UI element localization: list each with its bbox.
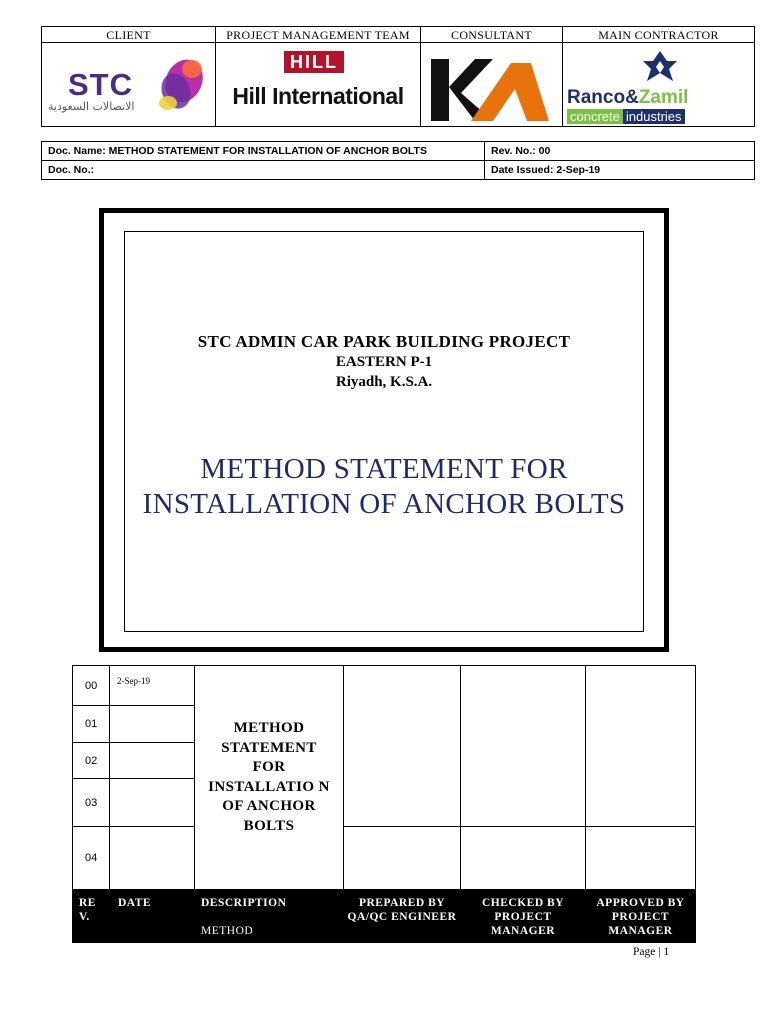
project-area: EASTERN P-1 — [335, 354, 433, 370]
footer-description-label: DESCRIPTION — [201, 897, 287, 909]
rev-number: 02 — [73, 743, 110, 779]
stc-wordmark: STC — [68, 67, 133, 102]
project-city: Riyadh, K.S.A. — [335, 374, 433, 390]
footer-description — [195, 890, 344, 943]
footer-date: DATE — [110, 890, 195, 943]
ka-logo-icon — [431, 59, 551, 121]
rev-date — [110, 743, 195, 779]
footer-checked: CHECKED BY PROJECT MANAGER — [461, 890, 586, 943]
stc-arabic-text: الاتصالات السعودية — [48, 100, 135, 113]
rev-number: 04 — [73, 827, 110, 890]
rev-date — [110, 827, 195, 890]
prepared-cell — [344, 827, 461, 890]
stc-swirl-icon — [148, 53, 208, 119]
doc-info-table — [41, 141, 755, 180]
rev-date — [110, 779, 195, 827]
ranco-text: Ranco — [567, 87, 626, 108]
doc-name: Doc. Name: METHOD STATEMENT FOR INSTALLATION OF ANCHOR BOLTS — [42, 142, 485, 161]
project-name: STC ADMIN CAR PARK BUILDING PROJECT — [197, 332, 571, 351]
prepared-cell — [344, 666, 461, 827]
revision-row — [73, 666, 696, 706]
zamil-text: Zamil — [638, 87, 689, 108]
checked-cell — [461, 827, 586, 890]
rev-number: 03 — [73, 779, 110, 827]
contractor-header: MAIN CONTRACTOR — [563, 27, 755, 43]
cover-inner-frame — [124, 231, 644, 632]
industries-text: industries — [623, 109, 685, 124]
doc-no: Doc. No.: — [42, 161, 485, 180]
client-header: CLIENT — [42, 27, 216, 43]
method-statement-title: METHOD STATEMENT FOR INSTALLATION OF ANCHOR BOLTS — [142, 453, 626, 520]
consultant-header: CONSULTANT — [421, 27, 563, 43]
rev-date: 2-Sep-19 — [110, 666, 195, 706]
rev-date — [110, 706, 195, 743]
hill-mark: HILL — [284, 51, 344, 73]
ranco-star-icon — [641, 49, 679, 83]
hill-logo — [216, 43, 421, 127]
rev-no: Rev. No.: 00 — [485, 142, 755, 161]
revision-description: METHOD STATEMENT FOR INSTALLATIO N OF ANCHOR BOLTS — [195, 666, 344, 890]
footer-approved: APPROVED BY PROJECT MANAGER — [586, 890, 696, 943]
footer-prepared: PREPARED BY QA/QC ENGINEER — [344, 890, 461, 943]
page-number: Page | 1 — [633, 946, 670, 958]
revision-footer — [73, 890, 696, 943]
revision-row — [73, 827, 696, 890]
checked-cell — [461, 666, 586, 827]
ampersand-text: & — [625, 87, 639, 108]
pmt-header: PROJECT MANAGEMENT TEAM — [216, 27, 421, 43]
footer-description-sub: METHOD — [201, 925, 254, 937]
ka-logo — [421, 43, 563, 127]
footer-rev: RE V. — [73, 890, 110, 943]
revision-table — [72, 665, 696, 943]
approved-cell — [586, 827, 696, 890]
date-issued: Date Issued: 2-Sep-19 — [485, 161, 755, 180]
rev-number: 00 — [73, 666, 110, 706]
hill-wordmark: Hill International — [232, 83, 404, 109]
rev-number: 01 — [73, 706, 110, 743]
ranco-zamil-logo — [563, 43, 755, 127]
concrete-text: concrete — [567, 109, 623, 124]
party-table — [41, 26, 755, 127]
approved-cell — [586, 666, 696, 827]
stc-logo — [42, 43, 216, 127]
